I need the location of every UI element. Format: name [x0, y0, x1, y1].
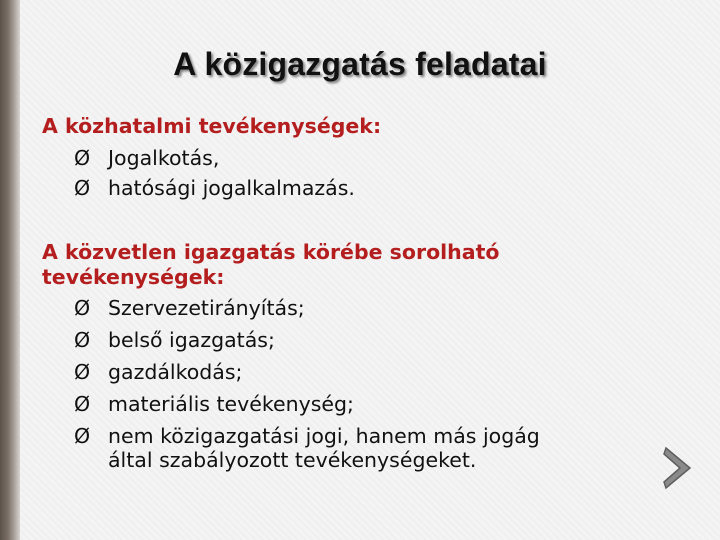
list-item	[74, 392, 354, 416]
chevron-right-icon[interactable]	[660, 444, 696, 492]
list-item-text: nem közigazgatási jogi, hanem más jogág	[108, 424, 540, 448]
arrow-bullet-icon: Ø	[74, 328, 91, 352]
section-heading-line: A közvetlen igazgatás körébe sorolható	[42, 240, 500, 264]
section-heading-direct-administration	[42, 240, 662, 290]
list-item-text: hatósági jogalkalmazás.	[108, 176, 355, 200]
arrow-bullet-icon: Ø	[74, 424, 91, 448]
arrow-bullet-icon: Ø	[74, 146, 91, 170]
arrow-bullet-icon: Ø	[74, 176, 91, 200]
section-heading-public-authority: A közhatalmi tevékenységek:	[42, 114, 382, 138]
arrow-bullet-icon: Ø	[74, 360, 91, 384]
arrow-bullet-icon: Ø	[74, 392, 91, 416]
list-item-text: gazdálkodás;	[108, 360, 243, 384]
list-item-text: Jogalkotás,	[108, 146, 220, 170]
list-item	[74, 176, 355, 200]
slide-title: A közigazgatás feladatai	[173, 46, 547, 82]
list-item	[74, 360, 242, 384]
list-item-text: materiális tevékenység;	[108, 392, 354, 416]
section-heading-line: tevékenységek:	[42, 265, 225, 289]
list-item-text: belső igazgatás;	[108, 328, 275, 352]
list-item-text: Szervezetirányítás;	[108, 296, 305, 320]
list-item-continuation: által szabályozott tevékenységeket.	[108, 448, 477, 472]
list-item	[74, 328, 275, 352]
arrow-bullet-icon: Ø	[74, 296, 91, 320]
list-item	[74, 424, 540, 448]
list-item	[74, 296, 305, 320]
list-item	[74, 146, 219, 170]
